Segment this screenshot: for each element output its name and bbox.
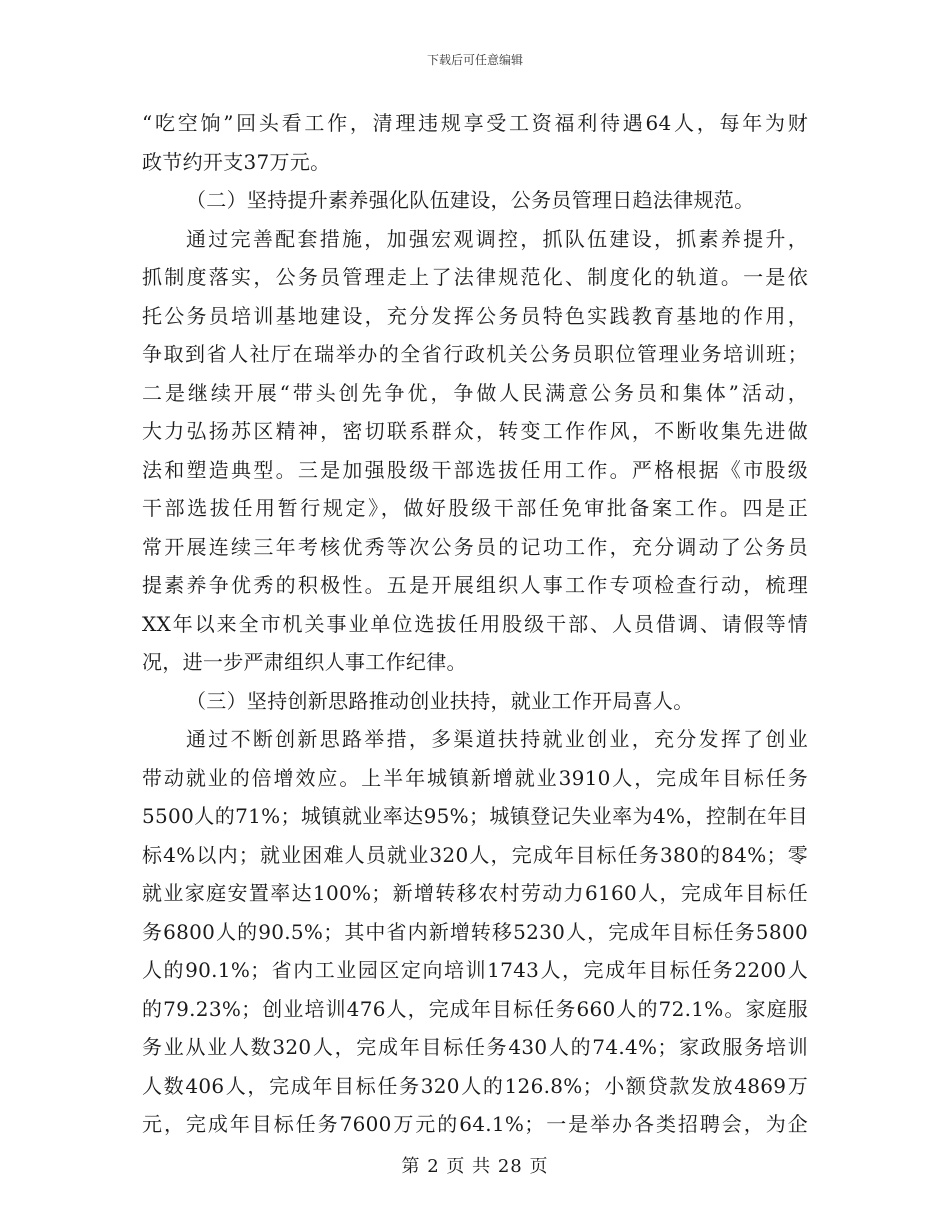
document-body	[142, 104, 808, 1144]
text-line: 抓制度落实，公务员管理走上了法律规范化、制度化的轨道。一是依	[142, 265, 808, 289]
text-line: 争取到省人社厅在瑞举办的全省行政机关公务员职位管理业务培训班；	[142, 342, 808, 366]
text-line: （二）坚持提升素养强化队伍建设，公务员管理日趋法律规范。	[186, 188, 755, 212]
text-line: 干部选拔任用暂行规定》，做好股级干部任免审批备案工作。四是正	[142, 496, 808, 520]
text-line: 带动就业的倍增效应。上半年城镇新增就业3910人，完成年目标任务	[142, 765, 808, 790]
text-line: 标4%以内；就业困难人员就业320人，完成年目标任务380的84%；零	[142, 842, 808, 867]
text-line: 的79.23%；创业培训476人，完成年目标任务660人的72.1%。家庭服	[142, 996, 808, 1021]
text-line: 元，完成年目标任务7600万元的64.1%；一是举办各类招聘会，为企	[142, 1112, 808, 1136]
text-line: 大力弘扬苏区精神，密切联系群众，转变工作作风，不断收集先进做	[142, 419, 808, 443]
page-header: 下载后可任意编辑	[426, 53, 523, 67]
text-line: 人数406人，完成年目标任务320人的126.8%；小额贷款发放4869万	[142, 1073, 808, 1098]
text-line: 就业家庭安置率达100%；新增转移农村劳动力6160人，完成年目标任	[142, 881, 808, 905]
text-line: 托公务员培训基地建设，充分发挥公务员特色实践教育基地的作用，	[142, 303, 808, 328]
text-line: 人的90.1%；省内工业园区定向培训1743人，完成年目标任务2200人	[142, 958, 808, 982]
text-line: 二是继续开展“带头创先争优，争做人民满意公务员和集体”活动，	[142, 380, 808, 405]
text-line: 况，进一步严肃组织人事工作纪律。	[142, 650, 467, 674]
text-line: 政节约开支37万元。	[142, 149, 331, 174]
text-line: 通过完善配套措施，加强宏观调控，抓队伍建设，抓素养提升，	[186, 226, 808, 251]
text-line: 务业从业人数320人，完成年目标任务430人的74.4%；家政服务培训	[142, 1035, 808, 1059]
text-line: （三）坚持创新思路推动创业扶持，就业工作开局喜人。	[186, 688, 694, 713]
text-line: XX年以来全市机关事业单位选拔任用股级干部、人员借调、请假等情	[142, 611, 808, 636]
text-line: “吃空饷”回头看工作，清理违规享受工资福利待遇64人，每年为财	[142, 111, 808, 135]
text-line: 5500人的71%；城镇就业率达95%；城镇登记失业率为4%，控制在年目	[142, 804, 808, 828]
text-line: 常开展连续三年考核优秀等次公务员的记功工作，充分调动了公务员	[142, 534, 808, 559]
text-line: 法和塑造典型。三是加强股级干部选拔任用工作。严格根据《市股级	[142, 457, 808, 482]
text-line: 通过不断创新思路举措，多渠道扶持就业创业，充分发挥了创业	[186, 727, 808, 751]
text-line: 务6800人的90.5%；其中省内新增转移5230人，完成年目标任务5800	[142, 919, 808, 944]
text-line: 提素养争优秀的积极性。五是开展组织人事工作专项检查行动，梳理	[142, 573, 808, 597]
page-footer: 第 2 页 共 28 页	[401, 1156, 549, 1177]
